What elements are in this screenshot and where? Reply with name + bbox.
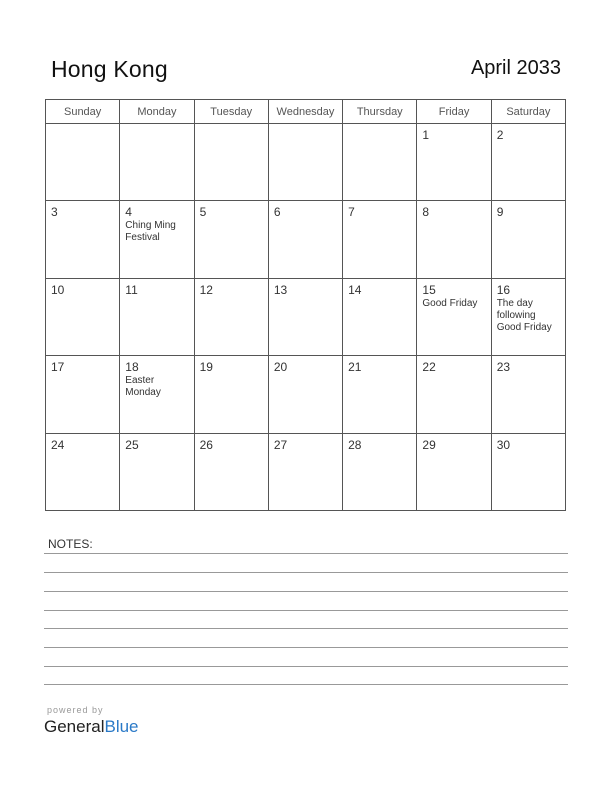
day-number: 20 <box>273 360 288 375</box>
day-cell <box>46 124 120 201</box>
day-cell <box>343 356 417 433</box>
day-cell <box>343 124 417 201</box>
weekday-saturday: Saturday <box>491 100 565 124</box>
note-line <box>44 572 568 573</box>
day-number: 24 <box>51 437 65 452</box>
day-cell <box>46 278 120 355</box>
day-cell <box>343 433 417 510</box>
note-line <box>44 553 568 554</box>
weekday-monday: Monday <box>120 100 194 124</box>
day-cell <box>46 433 120 510</box>
day-number: 25 <box>125 437 139 452</box>
day-cell <box>491 201 565 278</box>
day-number: 12 <box>199 282 213 297</box>
day-number: 19 <box>199 360 213 375</box>
day-number: 22 <box>422 360 436 375</box>
country-title: Hong Kong <box>51 56 168 82</box>
logo-text-blue: Blue <box>104 717 139 736</box>
day-cell <box>194 356 268 433</box>
week-row <box>46 124 566 201</box>
day-number: 11 <box>125 282 138 297</box>
note-line <box>44 628 568 629</box>
week-row <box>46 278 566 355</box>
holiday-label: Ching Ming Festival <box>125 220 176 244</box>
holiday-label: Good Friday <box>422 297 478 309</box>
holiday-label: Easter Monday <box>125 375 161 399</box>
logo-text-general: General <box>44 717 105 736</box>
day-cell <box>268 356 342 433</box>
month-year-title: April 2033 <box>470 57 561 79</box>
day-cell <box>417 278 491 355</box>
day-cell <box>491 433 565 510</box>
day-number: 10 <box>51 282 65 297</box>
day-cell <box>120 433 194 510</box>
note-line <box>44 610 568 611</box>
day-cell <box>120 201 194 278</box>
day-number: 27 <box>273 437 288 452</box>
day-cell <box>194 278 268 355</box>
day-number: 3 <box>51 205 58 220</box>
day-cell <box>120 356 194 433</box>
day-number: 5 <box>199 205 207 220</box>
day-number: 7 <box>348 205 355 220</box>
day-number: 30 <box>496 437 511 452</box>
generalblue-logo <box>44 717 139 737</box>
day-number: 13 <box>273 282 288 297</box>
day-cell <box>268 124 342 201</box>
day-cell <box>417 124 491 201</box>
weekday-sunday: Sunday <box>46 100 120 124</box>
notes-label: NOTES: <box>48 537 93 551</box>
day-cell <box>46 201 120 278</box>
note-line <box>44 684 568 685</box>
day-number: 26 <box>199 437 213 452</box>
week-row <box>46 201 566 278</box>
day-number: 14 <box>348 282 362 297</box>
day-number: 21 <box>348 360 362 375</box>
day-number: 6 <box>273 205 281 220</box>
weekday-tuesday: Tuesday <box>194 100 268 124</box>
day-number: 4 <box>125 205 132 220</box>
day-cell <box>417 201 491 278</box>
day-cell <box>268 433 342 510</box>
holiday-label: The day following Good Friday <box>496 297 552 333</box>
day-number: 1 <box>422 128 430 142</box>
day-cell <box>491 356 565 433</box>
day-cell <box>194 201 268 278</box>
weekday-friday: Friday <box>417 100 491 124</box>
day-number: 15 <box>422 282 436 297</box>
week-row <box>46 433 566 510</box>
day-cell <box>417 356 491 433</box>
day-number: 2 <box>496 128 504 142</box>
note-line <box>44 591 568 592</box>
day-cell <box>120 278 194 355</box>
day-number: 17 <box>51 360 65 375</box>
weekday-wednesday: Wednesday <box>268 100 342 124</box>
powered-by-text: powered by <box>47 705 104 715</box>
day-number: 29 <box>422 437 436 452</box>
day-cell <box>268 278 342 355</box>
weekday-thursday: Thursday <box>343 100 417 124</box>
day-cell <box>491 124 565 201</box>
weekday-header-row <box>46 100 566 124</box>
calendar-grid <box>45 99 566 511</box>
week-row <box>46 356 566 433</box>
day-cell <box>491 278 565 355</box>
day-number: 23 <box>496 360 511 375</box>
day-cell <box>194 124 268 201</box>
day-cell <box>268 201 342 278</box>
day-cell <box>120 124 194 201</box>
note-line <box>44 666 568 667</box>
day-cell <box>417 433 491 510</box>
day-number: 9 <box>496 205 504 220</box>
note-line <box>44 647 568 648</box>
day-cell <box>343 201 417 278</box>
day-cell <box>46 356 120 433</box>
day-number: 8 <box>422 205 430 220</box>
day-cell <box>343 278 417 355</box>
day-cell <box>194 433 268 510</box>
day-number: 16 <box>496 282 511 297</box>
day-number: 28 <box>348 437 362 452</box>
day-number: 18 <box>125 360 139 375</box>
